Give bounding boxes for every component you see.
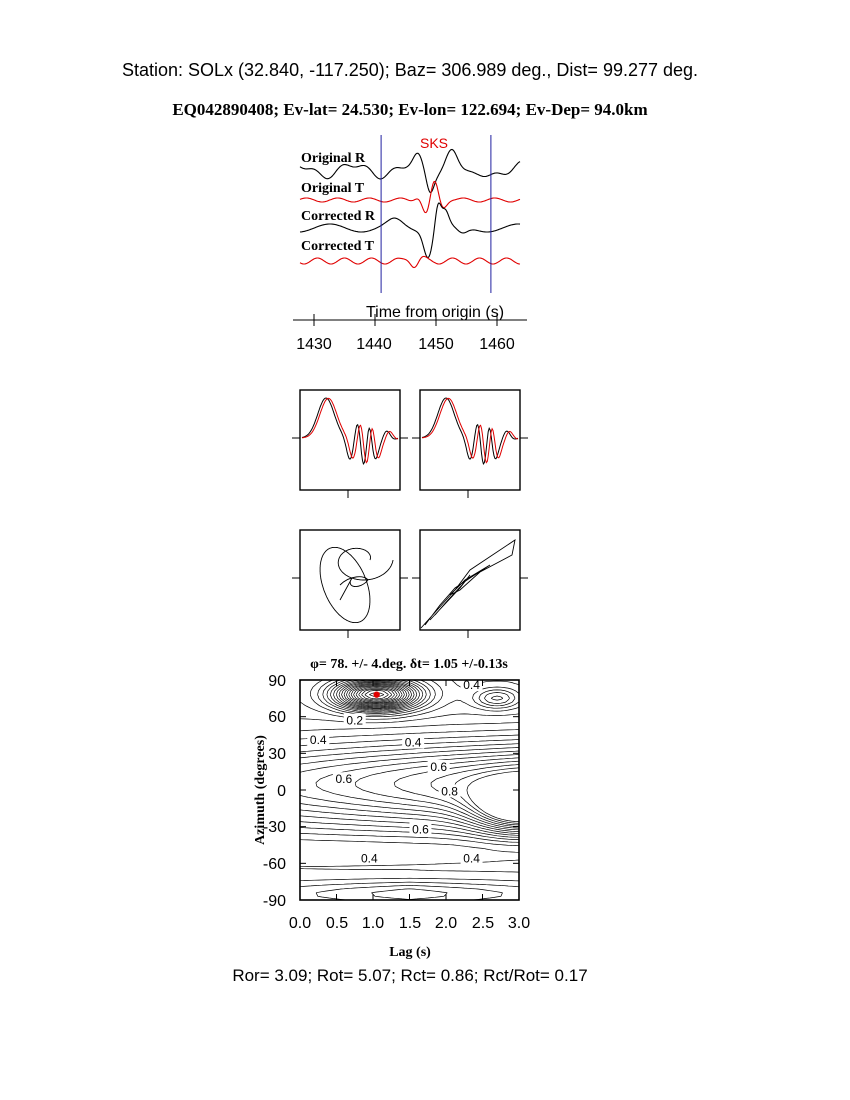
phase-label: SKS xyxy=(419,135,449,151)
y-tick-label: -60 xyxy=(262,856,286,873)
contour-label: 0.4 xyxy=(361,851,378,866)
contour-panel xyxy=(253,657,530,960)
y-tick-label: 90 xyxy=(268,673,286,690)
particle-motion-right xyxy=(412,540,528,638)
traces-panel xyxy=(293,135,527,353)
best-fit-marker xyxy=(373,691,379,697)
trace-label-corrected-t: Corrected T xyxy=(301,239,374,254)
waveform-trace xyxy=(422,398,518,462)
contour-line xyxy=(467,771,519,822)
contour-label: 0.6 xyxy=(412,822,429,837)
y-tick-label: 60 xyxy=(268,709,286,726)
contour-line xyxy=(316,755,519,830)
y-tick-label: -30 xyxy=(262,819,286,836)
event-header: EQ042890408; Ev-lat= 24.530; Ev-lon= 122.694; Ev-Dep= 94.0km xyxy=(172,100,648,119)
contour-label: 0.4 xyxy=(463,678,480,693)
contour-label: 0.4 xyxy=(309,733,327,748)
trace-label-corrected-r: Corrected R xyxy=(301,209,375,224)
y-axis-label: Azimuth (degrees) xyxy=(253,735,268,845)
contour-label: 0.4 xyxy=(404,735,422,750)
contour-label: 0.2 xyxy=(346,713,364,728)
x-tick-label: 2.5 xyxy=(471,915,495,932)
waveform-trace xyxy=(422,398,518,464)
x-tick-label: 3.0 xyxy=(507,915,531,932)
y-tick-label: 0 xyxy=(277,783,286,800)
time-tick-label: 1450 xyxy=(418,336,454,353)
contour-ticks xyxy=(300,680,519,900)
contour-label: 0.6 xyxy=(335,772,353,787)
x-tick-label: 1.5 xyxy=(398,915,422,932)
waveform-panel-right xyxy=(412,390,528,498)
trace-curve xyxy=(300,256,520,267)
particle-motion-panel-right xyxy=(412,530,528,638)
contour-title: φ= 78. +/- 4.deg. δt= 1.05 +/-0.13s xyxy=(310,657,508,672)
time-axis-label: Time from origin (s) xyxy=(365,304,505,321)
station-header: Station: SOLx (32.840, -117.250); Baz= 306.989 deg., Dist= 99.277 deg. xyxy=(121,60,699,80)
y-tick-label: -90 xyxy=(262,893,286,910)
contour-line xyxy=(300,744,519,836)
trace-label-original-t: Original T xyxy=(301,181,365,196)
waveform-curves-right xyxy=(412,398,528,498)
waveform-trace xyxy=(302,398,398,462)
time-tick-label: 1440 xyxy=(356,336,392,353)
contour-label: 0.6 xyxy=(430,760,448,774)
particle-motion-left xyxy=(292,547,408,638)
y-tick-label: 30 xyxy=(268,746,286,763)
x-tick-label: 0.5 xyxy=(325,915,349,932)
contour-frame xyxy=(300,680,519,900)
contour-lines xyxy=(300,680,519,900)
particle-motion-panel-left xyxy=(292,530,408,638)
waveform-curves-left xyxy=(292,398,408,498)
trace-label-original-r: Original R xyxy=(301,151,366,166)
waveform-trace xyxy=(302,398,398,464)
contour-label: 0.8 xyxy=(441,784,458,799)
time-tick-label: 1430 xyxy=(296,336,332,353)
x-axis-label: Lag (s) xyxy=(389,945,431,960)
x-tick-label: 0.0 xyxy=(288,915,312,932)
ratios-footer: Ror= 3.09; Rot= 5.07; Rct= 0.86; Rct/Rot= 0.17 xyxy=(232,966,588,985)
x-tick-label: 1.0 xyxy=(361,915,385,932)
x-tick-label: 2.0 xyxy=(434,915,458,932)
contour-label: 0.4 xyxy=(463,851,480,866)
waveform-panel-left xyxy=(292,390,408,498)
time-tick-label: 1460 xyxy=(479,336,515,353)
particle-path xyxy=(338,548,393,580)
